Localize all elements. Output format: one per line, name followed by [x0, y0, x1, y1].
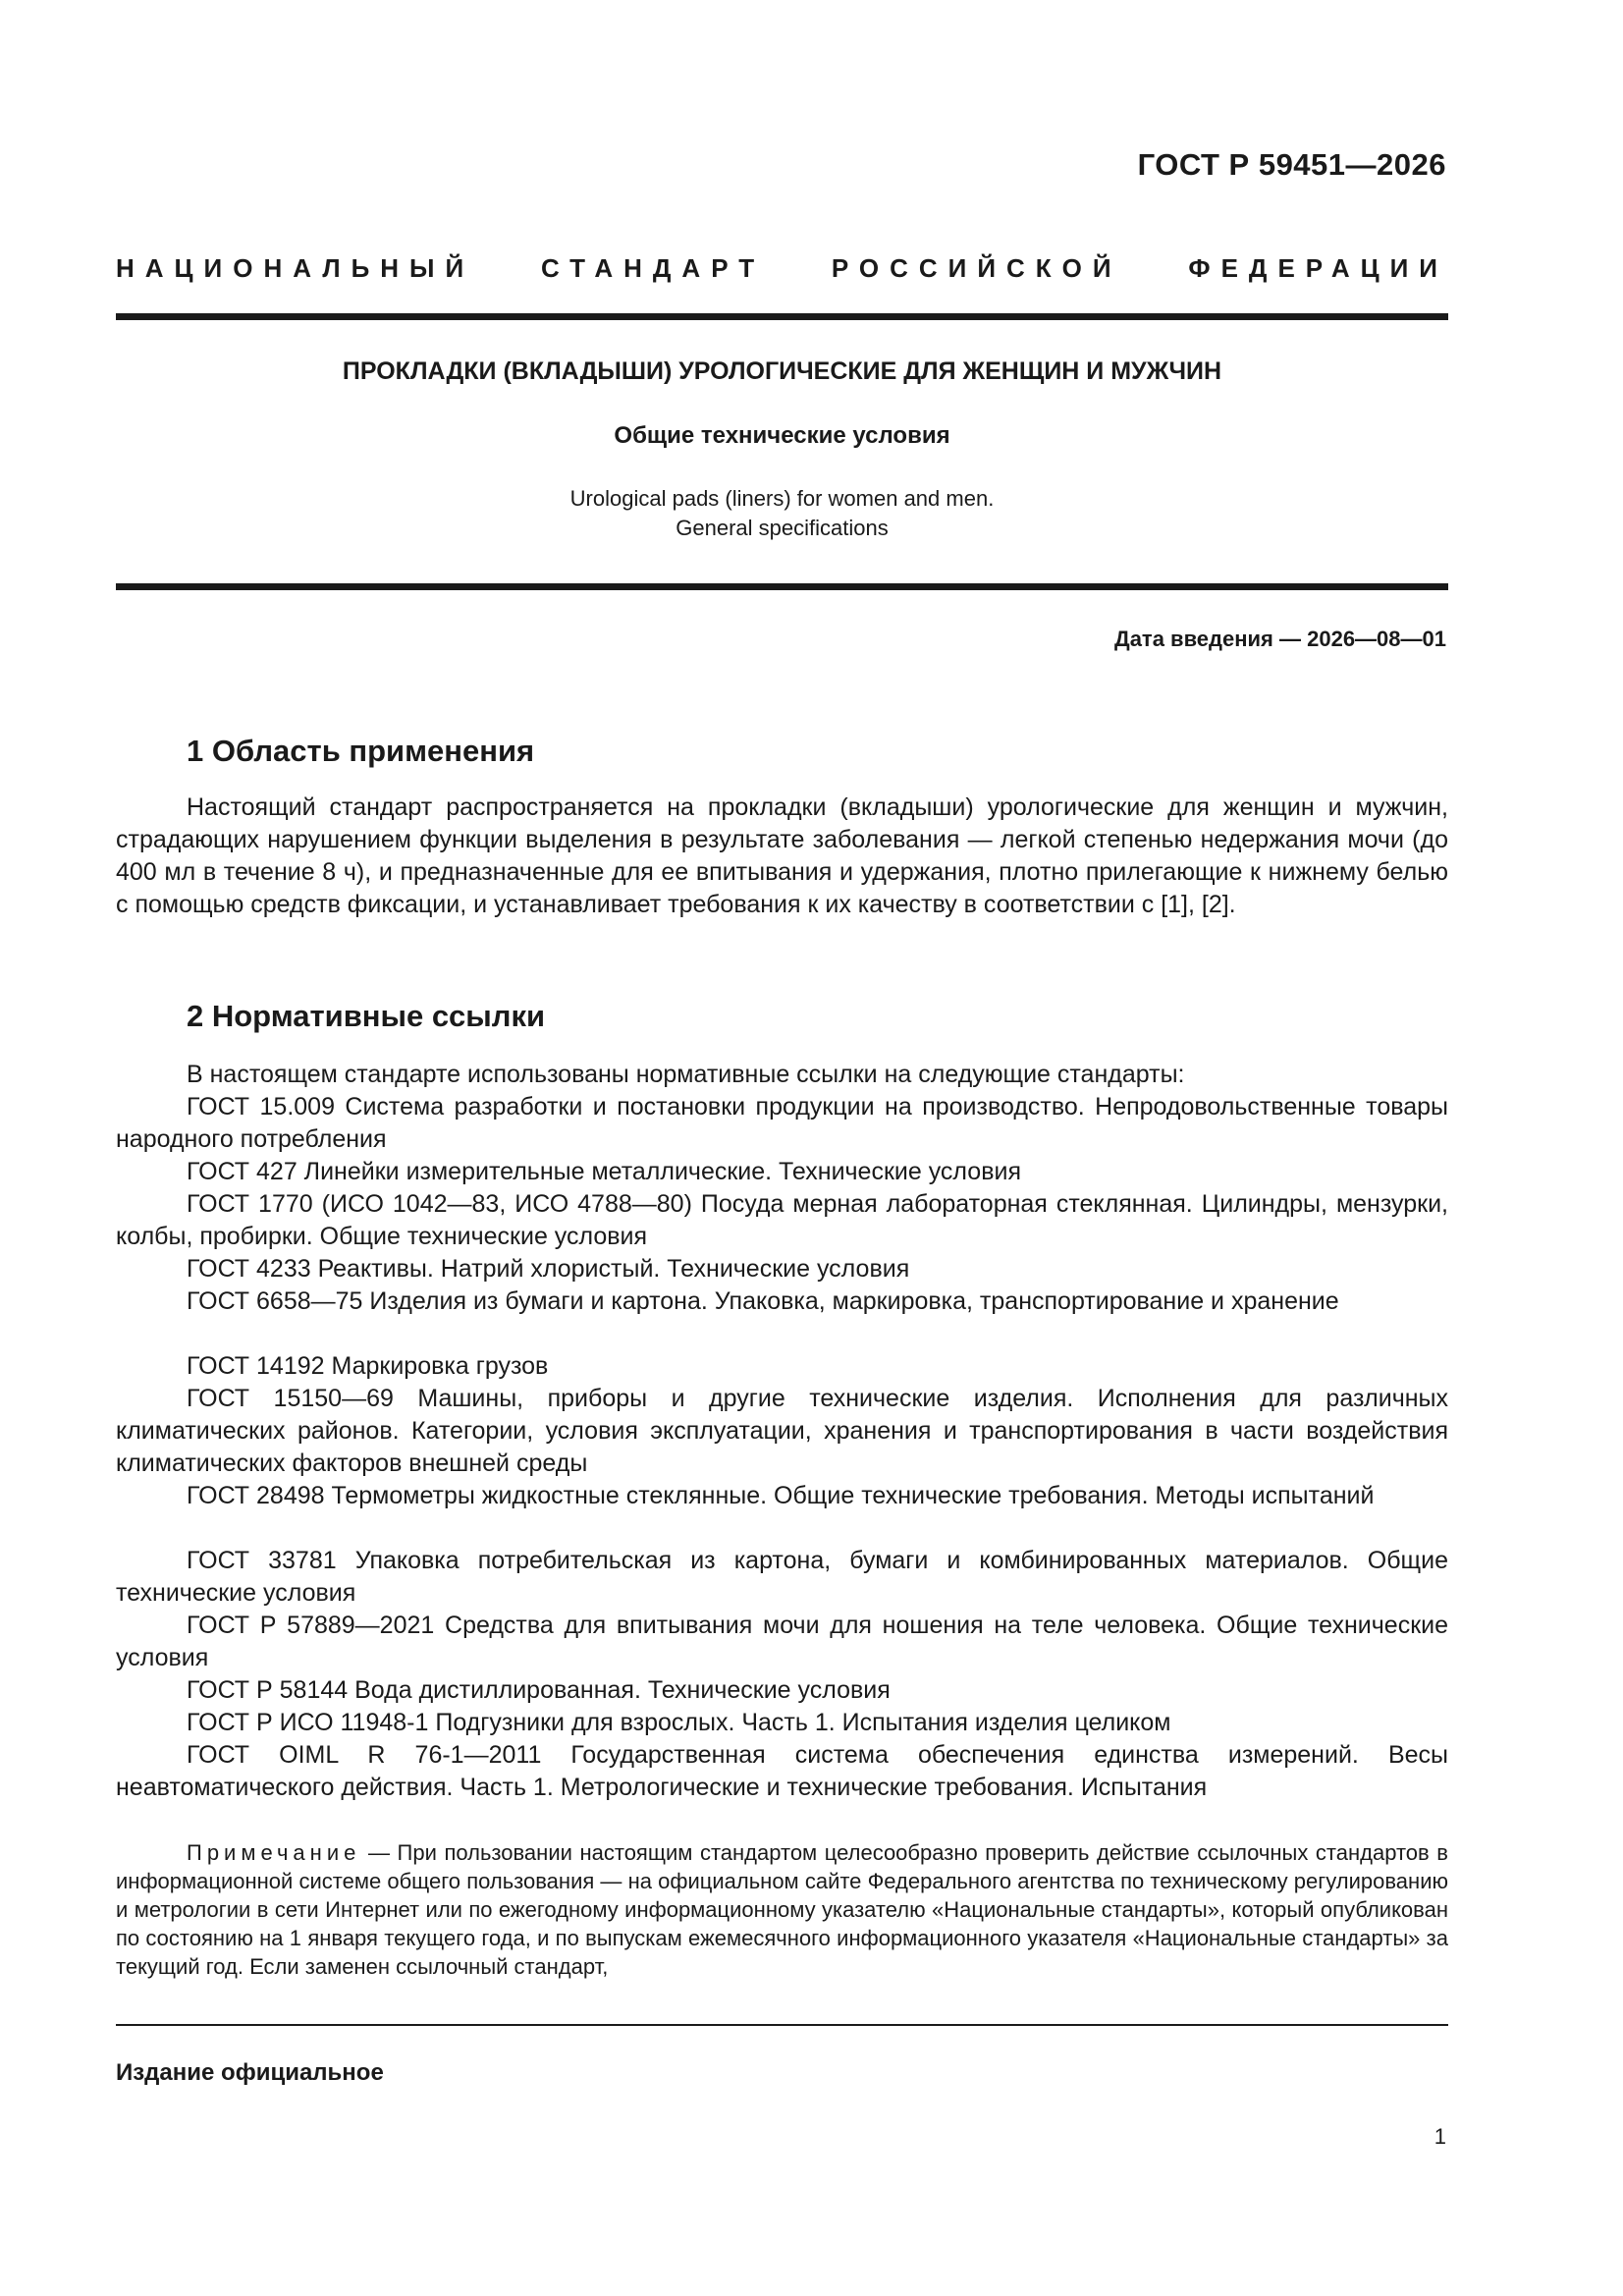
reference-item: ГОСТ Р ИСО 11948-1 Подгузники для взрослых. Часть 1. Испытания изделия целиком — [187, 1709, 1171, 1736]
top-divider — [116, 313, 1448, 320]
section-1-text-body: Настоящий стандарт распространяется на прокладки (вкладыши) урологические для женщин и мужчин, страдающих нарушением функции выделения в результате заболевания — легкой степенью недержания мочи (до 400 мл в течение 8 ч), и предназначенные для ее впитывания и удержания, плотно прилегающие к нижнему белью с помощью средств фиксации, и устанавливает требования к их качеству в соответствии с [1], [2]. — [116, 793, 1448, 918]
references-intro: В настоящем стандарте использованы нормативные ссылки на следующие стандарты: — [187, 1061, 1185, 1088]
reference-item: ГОСТ 1770 (ИСО 1042—83, ИСО 4788—80) Посуда мерная лабораторная стеклянная. Цилиндры, мензурки, колбы, пробирки. Общие технические условия — [116, 1190, 1448, 1250]
reference-item: ГОСТ 28498 Термометры жидкостные стеклянные. Общие технические требования. Методы испытаний — [187, 1482, 1375, 1509]
section-2-heading: 2 Нормативные ссылки — [187, 999, 546, 1033]
document-subtitle: Общие технические условия — [614, 422, 950, 449]
section-1-text — [116, 792, 1448, 921]
national-standard-title: НАЦИОНАЛЬНЫЙ СТАНДАРТ РОССИЙСКОЙ ФЕДЕРАЦИИ — [116, 253, 1448, 283]
section-1-heading: 1 Область применения — [187, 734, 535, 768]
reference-item: ГОСТ 15.009 Система разработки и постановки продукции на производство. Непродовольственные товары народного потребления — [116, 1093, 1448, 1153]
official-edition-label: Издание официальное — [116, 2059, 384, 2086]
reference-item: ГОСТ 427 Линейки измерительные металлические. Технические условия — [187, 1158, 1021, 1185]
reference-item: ГОСТ Р 58144 Вода дистиллированная. Технические условия — [187, 1676, 891, 1704]
english-title — [116, 484, 1448, 543]
reference-item: ГОСТ 33781 Упаковка потребительская из картона, бумаги и комбинированных материалов. Общие технические условия — [116, 1547, 1448, 1607]
note-label: Примечание — [187, 1840, 361, 1865]
reference-item: ГОСТ 15150—69 Машины, приборы и другие технические изделия. Исполнения для различных климатических районов. Категории, условия эксплуатации, хранения и транспортирования в части воздействия климатических факторов внешней среды — [116, 1385, 1448, 1477]
document-title: ПРОКЛАДКИ (ВКЛАДЫШИ) УРОЛОГИЧЕСКИЕ ДЛЯ ЖЕНЩИН И МУЖЧИН — [342, 357, 1222, 385]
english-title-line2: General specifications — [676, 516, 889, 540]
reference-item: ГОСТ 6658—75 Изделия из бумаги и картона. Упаковка, маркировка, транспортирование и хранение — [187, 1287, 1339, 1315]
reference-item: ГОСТ OIML R 76-1—2011 Государственная система обеспечения единства измерений. Весы неавтоматического действия. Часть 1. Метрологические и технические требования. Испытания — [116, 1741, 1448, 1801]
title-divider — [116, 583, 1448, 590]
introduction-date: Дата введения — 2026—08—01 — [1114, 627, 1446, 651]
english-title-line1: Urological pads (liners) for women and men. — [569, 486, 995, 511]
reference-item: ГОСТ 14192 Маркировка грузов — [187, 1352, 549, 1380]
reference-item: ГОСТ Р 57889—2021 Средства для впитывания мочи для ношения на теле человека. Общие технические условия — [116, 1612, 1448, 1671]
gost-number: ГОСТ Р 59451—2026 — [1137, 147, 1446, 182]
footer-divider — [116, 2024, 1448, 2026]
references-note — [116, 1838, 1448, 1981]
note-text: — При пользовании настоящим стандартом целесообразно проверить действие ссылочных стандартов в информационной системе общего пользования — на официальном сайте Федерального агентства по техническому регулированию и метрологии в сети Интернет или по ежегодному информационному указателю «Национальные стандарты», который опубликован по состоянию на 1 января текущего года, и по выпускам ежемесячного информационного указателя «Национальные стандарты» за текущий год. Если заменен ссылочный стандарт, — [116, 1840, 1448, 1979]
reference-item: ГОСТ 4233 Реактивы. Натрий хлористый. Технические условия — [187, 1255, 910, 1283]
page-number: 1 — [1434, 2124, 1446, 2149]
